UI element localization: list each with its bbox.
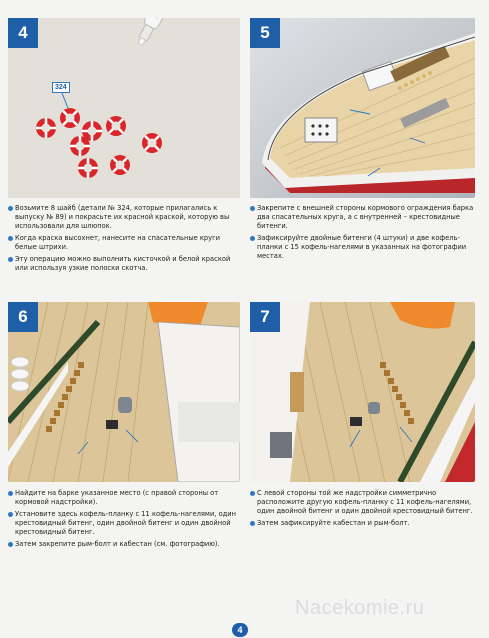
bullet-icon (250, 206, 255, 211)
step-7-paragraph: С левой стороны той же надстройки симметрично расположите другую кофель-планку с 11 кофель-нагелями, один двойной битенг и один двойной крестовидный битенг. (250, 489, 475, 516)
step-7-text (250, 489, 475, 531)
bullet-icon (8, 206, 13, 211)
part-label: 324 (52, 82, 70, 93)
step-4-paragraph: Когда краска высохнет, нанесите на спасательные круги белые штрихи. (8, 234, 240, 252)
step-5-photo (250, 18, 475, 198)
port-deck-illustration (250, 302, 475, 482)
bullet-icon (250, 491, 255, 496)
bullet-icon (8, 491, 13, 496)
step-4-paragraph: Эту операцию можно выполнить кисточкой и белой краской или используя узкие полоски скотча. (8, 255, 240, 273)
bullet-icon (8, 236, 13, 241)
stern-deck-illustration (250, 18, 475, 198)
watermark: Nacekomie.ru (295, 597, 425, 619)
step-number: 4 (8, 18, 38, 48)
starboard-deck-illustration (8, 302, 240, 482)
step-4-panel (8, 18, 240, 198)
step-6-photo (8, 302, 240, 482)
step-5-panel (250, 18, 475, 198)
step-7-panel (250, 302, 475, 482)
bullet-icon (8, 512, 13, 517)
step-5-paragraph: Закрепите с внешней стороны кормового ограждения барка два спасательных круга, а с внутренней – крестовидные битенги. (250, 204, 475, 231)
page-number: 4 (232, 623, 248, 637)
step-number: 6 (8, 302, 38, 332)
bullet-icon (8, 257, 13, 262)
step-6-paragraph: Найдите на барке указанное место (с правой стороны от кормовой надстройки). (8, 489, 240, 507)
life-rings-illustration (8, 18, 240, 198)
step-6-paragraph: Установите здесь кофель-планку с 11 кофель-нагелями, один крестовидный битенг, один двойной битенг и один двойной крестовидный битенг. (8, 510, 240, 537)
step-4-photo (8, 18, 240, 198)
step-7-photo (250, 302, 475, 482)
step-6-panel (8, 302, 240, 482)
step-4-paragraph: Возьмите 8 шайб (детали № 324, которые прилагались к выпуску № 89) и покрасьте их красной краской, которую вы использовали для шлюпок. (8, 204, 240, 231)
step-number: 5 (250, 18, 280, 48)
bullet-icon (8, 542, 13, 547)
bullet-icon (250, 521, 255, 526)
step-5-text (250, 204, 475, 264)
step-7-paragraph: Затем зафиксируйте кабестан и рым-болт. (250, 519, 475, 528)
step-4-text (8, 204, 240, 276)
step-5-paragraph: Зафиксируйте двойные битенги (4 штуки) и две кофель-планки с 15 кофель-нагелями в указанных на фотографии местах. (250, 234, 475, 261)
bullet-icon (250, 236, 255, 241)
step-6-text (8, 489, 240, 552)
step-number: 7 (250, 302, 280, 332)
step-6-paragraph: Затем закрепите рым-болт и кабестан (см. фотографию). (8, 540, 240, 549)
